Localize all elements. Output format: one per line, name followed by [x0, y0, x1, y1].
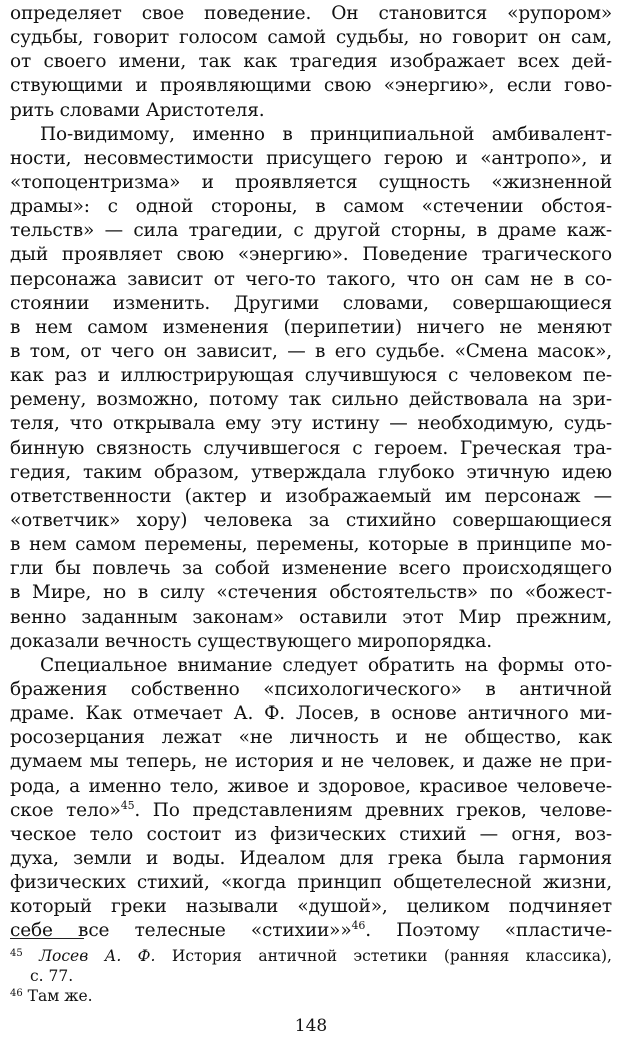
body-text: [10, 2, 612, 943]
footnote-45: [10, 946, 612, 966]
footnote-author: Лосев А. Ф.: [39, 947, 156, 965]
text-line: в том, от чего он зависит, — в его судьбе. «Смена масок»,: [10, 340, 612, 362]
text-segment: себе все телесные «стихии»»: [10, 920, 352, 942]
text-segment: . По представлениям древних греков, челове-: [134, 799, 612, 821]
text-line: доказали вечность существующего миропорядка.: [10, 630, 493, 652]
text-line: судьбы, говорит голосом самой судьбы, но говорит он сам,: [10, 27, 612, 49]
footnote-45-continuation: с. 77.: [30, 967, 74, 985]
text-line: персонажа зависит от чего-то такого, что он сам не в со-: [10, 268, 612, 290]
text-line: тельств» — сила трагедии, с другой сторны, в драме каж-: [10, 220, 612, 242]
footnotes: [10, 946, 612, 1006]
footnote-ref-46[interactable]: 46: [351, 919, 366, 933]
text-line: гедия, таким образом, утверждала глубоко этичную идею: [10, 461, 612, 483]
footnote-number: 45: [10, 948, 23, 959]
text-line: определяет свое поведение. Он становится «рупором»: [10, 3, 612, 24]
text-line: «топоцентризма» и проявляется сущность «жизненной: [10, 171, 612, 193]
text-line: как раз и иллюстрирующая случившуюся с человеком пе-: [10, 365, 612, 387]
text-line: гли бы повлечь за собой изменение всего происходящего: [10, 558, 612, 580]
footnote-ref-45[interactable]: 45: [120, 798, 135, 812]
text-line: ответственности (актер и изображаемый им персонаж —: [10, 485, 612, 507]
text-line: ствующими и проявляющими свою «энергию», если гово-: [10, 75, 612, 97]
text-segment: ское тело»: [10, 799, 121, 821]
text-line: бражения собственно «психологического» в античной: [10, 678, 612, 700]
footnote-text: Там же.: [27, 987, 93, 1005]
footnote-text: История античной эстетики (ранняя классика),: [171, 947, 612, 965]
paragraph-3: [10, 654, 612, 944]
text-line: венно заданным законам» оставили этот Мир прежним,: [10, 606, 612, 628]
text-line-with-ref: [10, 799, 612, 823]
text-line: драме. Как отмечает А. Ф. Лосев, в основе античного ми-: [10, 703, 612, 725]
text-line: теля, что открывала ему эту истину — необходимую, судь-: [10, 413, 612, 435]
footnote-46: [10, 986, 612, 1006]
text-line-with-ref: [10, 919, 612, 943]
text-line: духа, земли и воды. Идеалом для грека была гармония: [10, 847, 612, 869]
paragraph-1: [10, 2, 612, 123]
text-line: стоянии изменить. Другими словами, совершающиеся: [10, 292, 612, 314]
text-line: ремену, возможно, потому так сильно действовала на зри-: [10, 389, 612, 411]
text-line: от своего имени, так как трагедия изображает всех дей-: [10, 51, 612, 73]
text-line: По-видимому, именно в принципиальной амбивалент-: [40, 123, 612, 145]
text-line: драмы»: с одной стороны, в самом «стечении обстоя-: [10, 196, 612, 218]
book-page: [10, 0, 612, 1047]
text-line: росозерцания лежат «не личность и не общество, как: [10, 727, 612, 749]
text-line: рода, а именно тело, живое и здоровое, красивое человече-: [10, 775, 612, 797]
text-line: который греки называли «душой», целиком подчиняет: [10, 896, 612, 918]
footnote-number: 46: [10, 988, 23, 999]
text-line: в Мире, но в силу «стечения обстоятельств» по «божест-: [10, 582, 612, 604]
text-line: физических стихий, «когда принцип общетелесной жизни,: [10, 872, 612, 894]
text-line: Специальное внимание следует обратить на формы ото-: [40, 654, 612, 676]
paragraph-2: [10, 123, 612, 654]
text-line: ности, несовместимости присущего герою и «антропо», и: [10, 147, 612, 169]
text-segment: . Поэтому «пластиче-: [365, 920, 612, 942]
text-line: дый проявляет свою «энергию». Поведение трагического: [10, 244, 612, 266]
text-line: в нем самом перемены, перемены, которые в принципе мо-: [10, 534, 612, 556]
text-line: в нем самом изменения (перипетии) ничего не меняют: [10, 316, 612, 338]
text-line: «ответчик» хору) человека за стихийно совершающиеся: [10, 509, 612, 531]
text-line: бинную связность случившегося с героем. Греческая тра-: [10, 437, 612, 459]
page-number: 148: [294, 1016, 328, 1036]
text-line: рить словами Аристотеля.: [10, 99, 265, 121]
footnote-divider: [10, 938, 84, 939]
text-line: ческое тело состоит из физических стихий — огня, воз-: [10, 823, 612, 845]
text-line: думаем мы теперь, не история и не человек, и даже не при-: [10, 751, 612, 773]
